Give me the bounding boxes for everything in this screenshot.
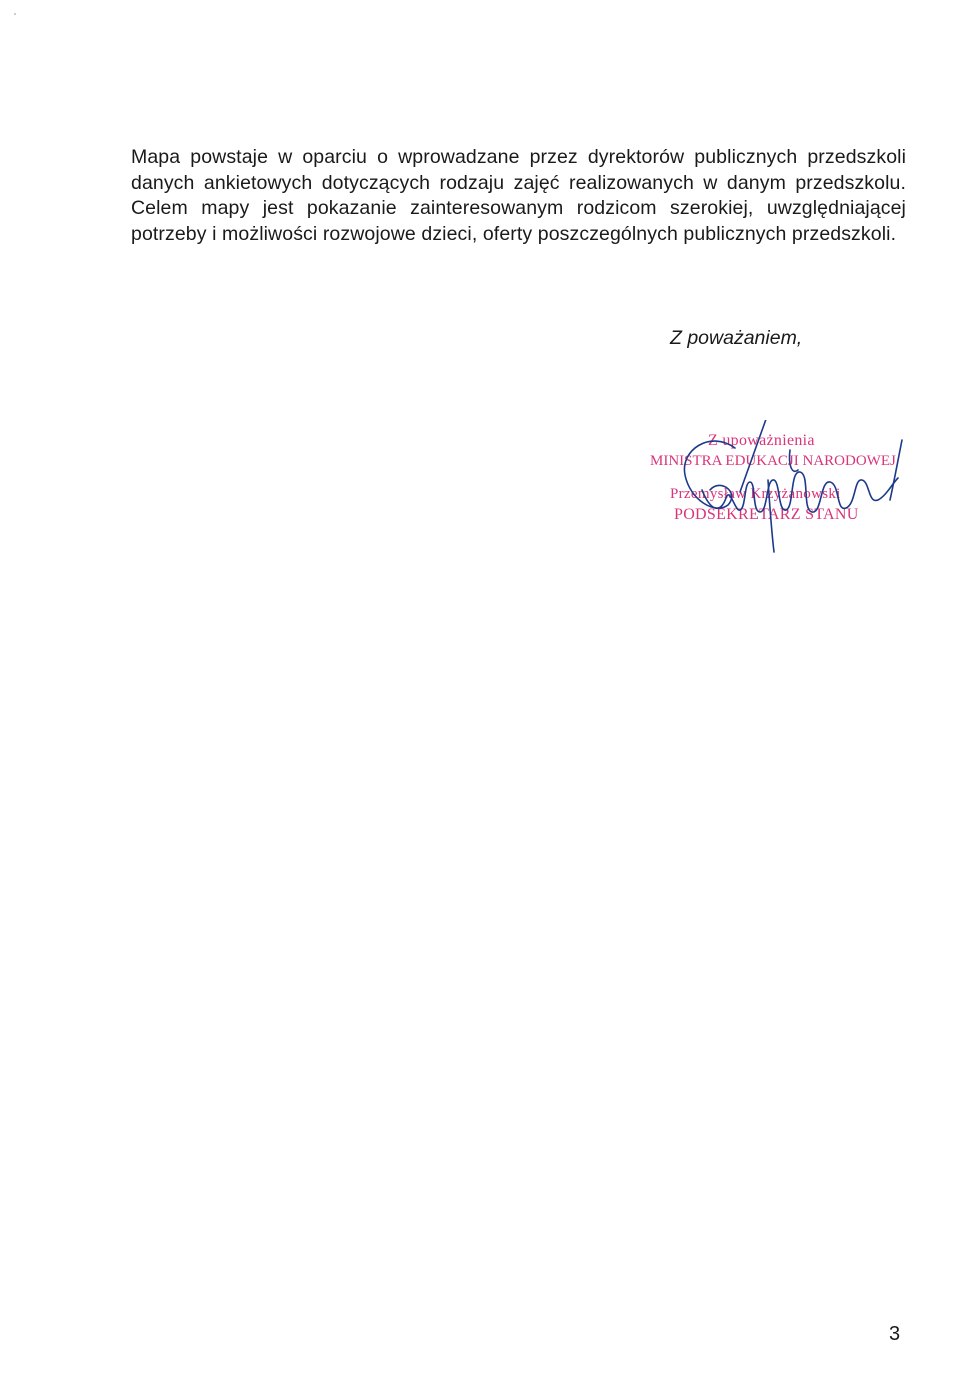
body-paragraph: Mapa powstaje w oparciu o wprowadzane przez dyrektorów publicznych przedszkoli danych ankietowych dotyczących rodzaju zajęć realizowanych w danym przedszkolu. Celem mapy jest pokazanie zainteresowanym rodzicom szerokiej, uwzględniającej potrzeby i możliwości rozwojowe dzieci, oferty poszczególnych publicznych przedszkoli.: [131, 146, 906, 245]
official-stamp: [640, 420, 910, 560]
stamp-line-authorization: Z upoważnienia: [708, 432, 815, 449]
handwritten-signature-icon: [640, 420, 910, 560]
stamp-line-name: Przemysław Krzyżanowski: [670, 486, 841, 502]
page-number: 3: [889, 1323, 901, 1345]
stamp-line-title: PODSEKRETARZ STANU: [674, 506, 859, 523]
stamp-line-ministry: MINISTRA EDUKACJI NARODOWEJ: [650, 453, 896, 469]
closing-salutation: Z poważaniem,: [670, 327, 803, 349]
scan-speck: [14, 13, 16, 15]
